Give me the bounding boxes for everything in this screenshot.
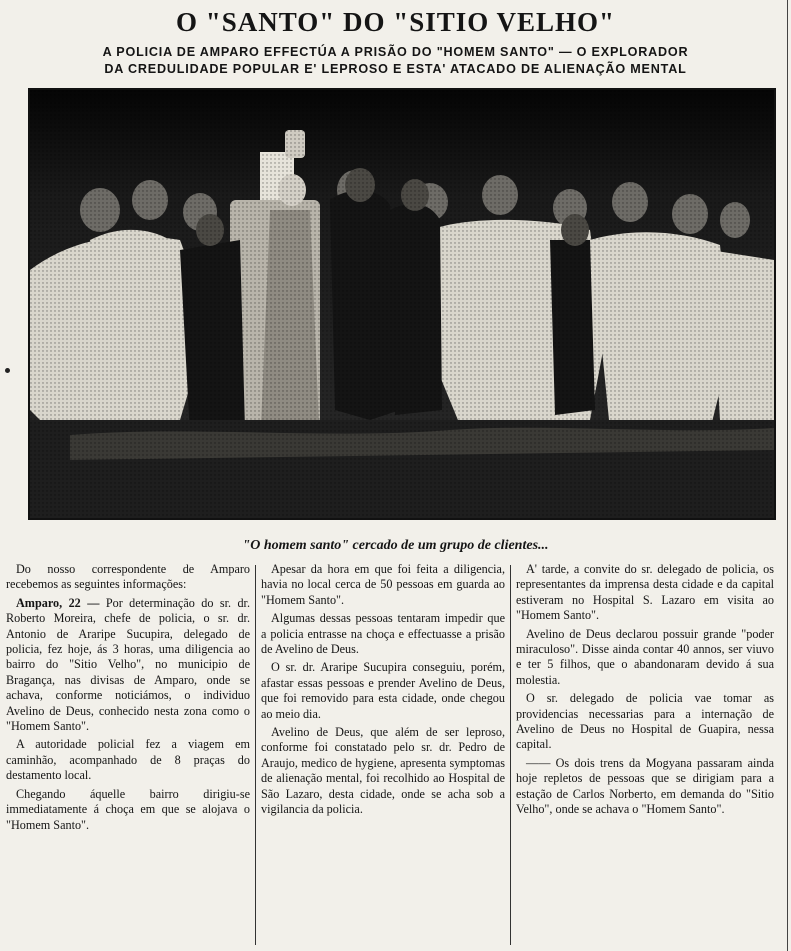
article-column-3	[516, 562, 774, 948]
subheadline-line-1: A POLICIA DE AMPARO EFFECTÚA A PRISÃO DO "HOMEM SANTO" — O EXPLORADOR	[102, 45, 689, 59]
paragraph-body: Por determinação do sr. dr. Roberto Moreira, chefe de policia, o sr. dr. Antonio de Araripe Sucupira, delegado de policia, fez hoje, ás 3 horas, uma diligencia ao bairro do "Sitio Velho", no municipio de Bragança, nas divisas de Amparo, onde se achava, conforme noticiámos, o individuo Avelino de Deus, conhecido nesta zona como o "Homem Santo".	[6, 595, 250, 734]
headline: O "SANTO" DO "SITIO VELHO"	[175, 7, 616, 37]
page-edge-rule	[787, 0, 788, 951]
margin-dot	[5, 368, 10, 373]
article-column-1	[6, 562, 250, 948]
paragraph: Avelino de Deus, que além de ser leproso, conforme foi constatado pelo sr. dr. Pedro de Araujo, medico de hygiene, apresenta symptomas de alienação mental, foi recolhido ao Hospital de São Lazaro, desta cidade, onde se acha sob a vigilancia da policia.	[261, 725, 505, 817]
paragraph: A autoridade policial fez a viagem em caminhão, acompanhado de 8 praças do destamento local.	[6, 737, 250, 783]
paragraph: O sr. delegado de policia vae tomar as providencias necessarias para a internação de Avelino de Deus no Hospital de Guapira, nessa capital.	[516, 691, 774, 752]
subheadline-line-2: DA CREDULIDADE POPULAR E' LEPROSO E ESTA' ATACADO DE ALIENAÇÃO MENTAL	[104, 62, 687, 76]
paragraph: Apesar da hora em que foi feita a diligencia, havia no local cerca de 50 pessoas em guarda ao "Homem Santo".	[261, 562, 505, 607]
column-divider	[510, 565, 511, 945]
paragraph: O sr. dr. Araripe Sucupira conseguiu, porém, afastar essas pessoas e prender Avelino de Deus, que foi removido para esta cidade, onde chegou ao meio dia.	[261, 660, 505, 721]
column-divider	[255, 565, 256, 945]
paragraph: Algumas dessas pessoas tentaram impedir que a policia entrasse na choça e effectuasse a prisão de Avelino de Deus.	[261, 611, 505, 657]
news-photograph	[28, 88, 776, 520]
paragraph	[6, 596, 250, 735]
paragraph: Do nosso correspondente de Amparo recebemos as seguintes informações:	[6, 562, 250, 592]
photo-caption: "O homem santo" cercado de um grupo de clientes...	[242, 538, 549, 553]
paragraph: —— Os dois trens da Mogyana passaram ainda hoje repletos de pessoas que se dirigiam para a estação de Carlos Norberto, em demanda do "Sitio Velho", onde se achava o "Homem Santo".	[516, 755, 774, 817]
article-column-2	[261, 562, 505, 948]
paragraph: Chegando áquelle bairro dirigiu-se immediatamente á choça em que se alojava o "Homem Santo".	[6, 786, 250, 832]
paragraph: Avelino de Deus declarou possuir grande "poder miraculoso". Disse ainda contar 40 annos, ser viuvo e ter 5 filhos, que o abandonaram devido á sua molestia.	[516, 626, 774, 687]
dateline: Amparo, 22 —	[16, 595, 100, 610]
paragraph: A' tarde, a convite do sr. delegado de policia, os representantes da imprensa desta cidade e da capital estiveram no Hospital S. Lazaro em visita ao "Homem Santo".	[516, 562, 774, 623]
